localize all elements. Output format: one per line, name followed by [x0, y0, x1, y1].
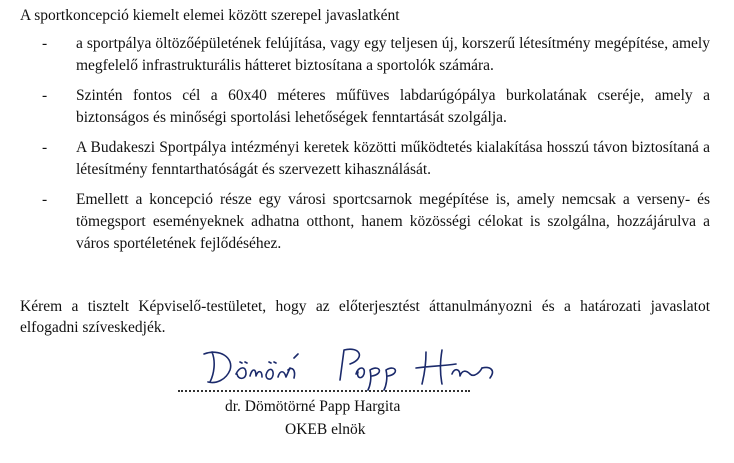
closing-paragraph: Kérem a tisztelt Képviselő-testületet, hogy az előterjesztést áttanulmányozni és a határozati javaslatot elfogadni szíveskedjék. — [20, 298, 710, 336]
signer-title: OKEB elnök — [285, 421, 366, 438]
signature-line — [178, 390, 470, 392]
list-item — [20, 137, 710, 181]
list-dash: - — [42, 35, 48, 52]
list-item — [20, 189, 710, 255]
list-item — [20, 85, 710, 129]
list-item-text: Emellett a koncepció része egy városi sportcsarnok megépítése is, amely nemcsak a verseny- és tömegsport eseményeknek adhatna otthont, hanem közösségi célokat is szolgálna, hozzájárulva a város sportéletének fejlődéséhez. — [76, 191, 710, 252]
handwritten-signature — [190, 340, 510, 392]
list-dash: - — [42, 191, 48, 208]
signer-name: dr. Dömötörné Papp Hargita — [225, 398, 401, 415]
list-item-text: A Budakeszi Sportpálya intézményi keretek közötti működtetés kialakítása hosszú távon biztosítaná a létesítmény fenntarthatóságát és szervezett kihasználását. — [76, 139, 710, 178]
list-dash: - — [42, 87, 48, 104]
signature-block — [170, 340, 530, 460]
list-item-text: Szintén fontos cél a 60x40 méteres műfüves labdarúgópálya burkolatának cseréje, amely a biztonságos és minőségi sportolási lehetőségek fenntartását szolgálja. — [76, 87, 710, 126]
list-item-text: a sportpálya öltözőépületének felújítása, vagy egy teljesen új, korszerű létesítmény megépítése, amely megfelelő infrastrukturális hátteret biztosítana a sportolók számára. — [76, 35, 710, 74]
intro-paragraph: A sportkoncepció kiemelt elemei között szerepel javaslatként — [20, 7, 400, 24]
list-item — [20, 33, 710, 77]
proposal-list — [20, 33, 710, 263]
list-dash: - — [42, 139, 48, 156]
